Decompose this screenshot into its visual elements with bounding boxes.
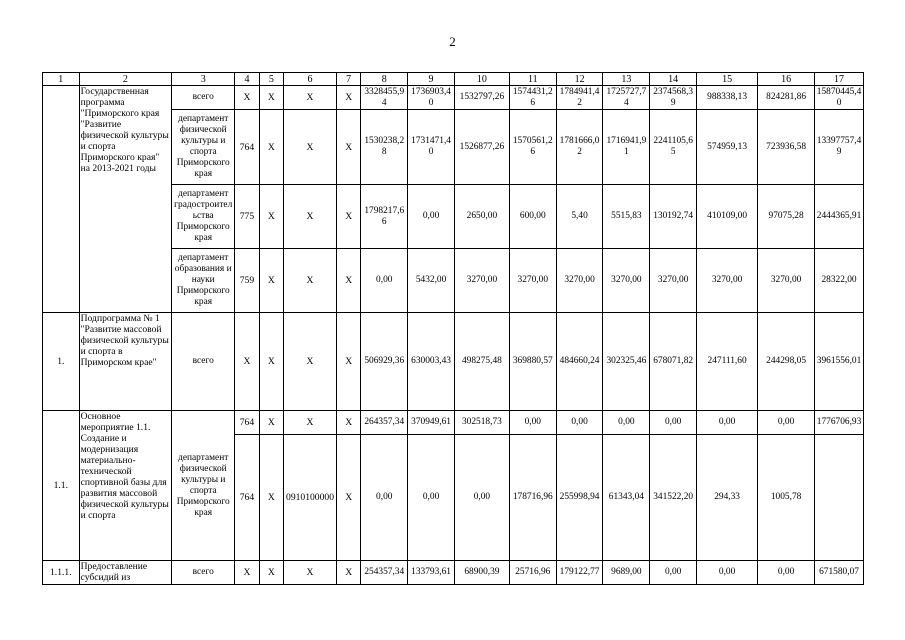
value-cell: 1716941,91 (603, 110, 650, 185)
value-cell: 341522,20 (650, 435, 697, 561)
value-cell: 0,00 (361, 435, 408, 561)
value-cell: 0,00 (650, 411, 697, 435)
code-cell: 775 (235, 185, 259, 249)
table-row (43, 561, 864, 585)
value-cell: 264357,34 (361, 411, 408, 435)
header-cell: 1 (43, 73, 80, 86)
code-cell: X (259, 110, 283, 185)
value-cell: 247111,60 (697, 313, 758, 411)
executor-cell: всего (172, 561, 235, 585)
value-cell: 988338,13 (697, 86, 758, 110)
code-cell: X (284, 185, 337, 249)
activity-name: Предоставление субсидий из (79, 561, 172, 585)
code-cell: X (259, 313, 283, 411)
value-cell: 3270,00 (556, 249, 603, 313)
value-cell: 302518,73 (454, 411, 509, 435)
executor-cell: департамент градостроительства Приморского края (172, 185, 235, 249)
value-cell: 1776706,93 (815, 411, 864, 435)
value-cell: 0,00 (556, 411, 603, 435)
executor-cell: департамент физической культуры и спорта Приморского края (172, 411, 235, 561)
code-cell: X (284, 313, 337, 411)
code-cell: X (235, 313, 259, 411)
value-cell: 130192,74 (650, 185, 697, 249)
header-cell: 4 (235, 73, 259, 86)
code-cell: X (284, 110, 337, 185)
header-cell: 17 (815, 73, 864, 86)
code-cell: X (336, 249, 360, 313)
executor-cell: департамент физической культуры и спорта Приморского края (172, 110, 235, 185)
value-cell: 179122,77 (556, 561, 603, 585)
value-cell: 2241105,65 (650, 110, 697, 185)
value-cell: 3328455,94 (361, 86, 408, 110)
value-cell: 0,00 (697, 561, 758, 585)
activity-name: Основное мероприятие 1.1. Создание и модернизация материально-технической спортивной базы для развития массовой физической культуры и спорта (79, 411, 172, 561)
value-cell: 0,00 (758, 561, 815, 585)
header-row (43, 73, 864, 86)
value-cell: 1731471,40 (408, 110, 455, 185)
code-cell: 759 (235, 249, 259, 313)
value-cell: 5515,83 (603, 185, 650, 249)
code-cell: X (284, 411, 337, 435)
value-cell: 1005,78 (758, 435, 815, 561)
value-cell: 1574431,26 (509, 86, 556, 110)
header-cell: 5 (259, 73, 283, 86)
code-cell: X (235, 561, 259, 585)
table-row (43, 86, 864, 110)
value-cell: 254357,34 (361, 561, 408, 585)
value-cell: 9689,00 (603, 561, 650, 585)
code-cell: X (336, 313, 360, 411)
value-cell: 0,00 (603, 411, 650, 435)
code-cell: 0910100000 (284, 435, 337, 561)
value-cell: 1530238,28 (361, 110, 408, 185)
code-cell: 764 (235, 411, 259, 435)
value-cell: 1736903,40 (408, 86, 455, 110)
value-cell: 97075,28 (758, 185, 815, 249)
code-cell: X (259, 185, 283, 249)
value-cell: 370949,61 (408, 411, 455, 435)
page-number: 2 (449, 34, 456, 49)
value-cell: 630003,43 (408, 313, 455, 411)
value-cell: 678071,82 (650, 313, 697, 411)
value-cell: 3270,00 (758, 249, 815, 313)
value-cell: 0,00 (454, 435, 509, 561)
row-number-cell: 1. (43, 313, 80, 411)
code-cell: X (259, 249, 283, 313)
subprogram-name: Подпрограмма № 1 "Развитие массовой физической культуры и спорта в Приморском крае" (79, 313, 172, 411)
value-cell: 13397757,49 (815, 110, 864, 185)
value-cell: 0,00 (509, 411, 556, 435)
code-cell: 764 (235, 110, 259, 185)
value-cell: 1570561,26 (509, 110, 556, 185)
value-cell: 506929,36 (361, 313, 408, 411)
value-cell: 133793,61 (408, 561, 455, 585)
value-cell: 68900,39 (454, 561, 509, 585)
header-cell: 2 (79, 73, 172, 86)
value-cell: 178716,96 (509, 435, 556, 561)
value-cell: 1526877,26 (454, 110, 509, 185)
table-row (43, 313, 864, 411)
value-cell: 3270,00 (603, 249, 650, 313)
value-cell: 2444365,91 (815, 185, 864, 249)
row-number-cell: 1.1.1. (43, 561, 80, 585)
header-cell: 8 (361, 73, 408, 86)
header-cell: 12 (556, 73, 603, 86)
value-cell: 3270,00 (509, 249, 556, 313)
value-cell: 28322,00 (815, 249, 864, 313)
value-cell: 1784941,42 (556, 86, 603, 110)
value-cell: 2374568,39 (650, 86, 697, 110)
header-cell: 10 (454, 73, 509, 86)
value-cell: 600,00 (509, 185, 556, 249)
value-cell: 824281,86 (758, 86, 815, 110)
header-cell: 11 (509, 73, 556, 86)
executor-cell: всего (172, 86, 235, 110)
value-cell: 302325,46 (603, 313, 650, 411)
value-cell: 1781666,02 (556, 110, 603, 185)
code-cell: X (336, 86, 360, 110)
code-cell: X (259, 86, 283, 110)
header-cell: 14 (650, 73, 697, 86)
value-cell: 0,00 (408, 185, 455, 249)
executor-cell: департамент образования и науки Приморского края (172, 249, 235, 313)
value-cell: 0,00 (361, 249, 408, 313)
code-cell: X (259, 411, 283, 435)
value-cell: 0,00 (408, 435, 455, 561)
code-cell: X (235, 86, 259, 110)
value-cell: 3270,00 (650, 249, 697, 313)
header-cell: 3 (172, 73, 235, 86)
value-cell: 294,33 (697, 435, 758, 561)
value-cell: 1725727,74 (603, 86, 650, 110)
code-cell: X (284, 561, 337, 585)
value-cell: 1798217,66 (361, 185, 408, 249)
budget-table (42, 72, 864, 585)
code-cell: X (259, 561, 283, 585)
value-cell (815, 435, 864, 561)
code-cell: X (336, 561, 360, 585)
row-number-cell: 1.1. (43, 411, 80, 561)
value-cell: 498275,48 (454, 313, 509, 411)
value-cell: 410109,00 (697, 185, 758, 249)
code-cell: X (336, 185, 360, 249)
value-cell: 15870445,40 (815, 86, 864, 110)
value-cell: 61343,04 (603, 435, 650, 561)
header-cell: 6 (284, 73, 337, 86)
value-cell: 0,00 (650, 561, 697, 585)
table-row (43, 411, 864, 435)
value-cell: 1532797,26 (454, 86, 509, 110)
value-cell: 2650,00 (454, 185, 509, 249)
value-cell: 25716,96 (509, 561, 556, 585)
value-cell: 574959,13 (697, 110, 758, 185)
value-cell: 0,00 (697, 411, 758, 435)
header-cell: 13 (603, 73, 650, 86)
value-cell: 0,00 (758, 411, 815, 435)
executor-cell: всего (172, 313, 235, 411)
code-cell: X (259, 435, 283, 561)
code-cell: X (336, 110, 360, 185)
value-cell: 3961556,01 (815, 313, 864, 411)
program-name: Государственная программа "Приморского края "Развитие физической культуры и спорта Приморского края" на 2013-2021 годы (79, 86, 172, 313)
code-cell: X (284, 249, 337, 313)
code-cell: X (336, 411, 360, 435)
header-cell: 15 (697, 73, 758, 86)
value-cell: 5432,00 (408, 249, 455, 313)
value-cell: 369880,57 (509, 313, 556, 411)
row-number-cell (43, 86, 80, 313)
value-cell: 3270,00 (697, 249, 758, 313)
value-cell: 484660,24 (556, 313, 603, 411)
value-cell: 671580,07 (815, 561, 864, 585)
code-cell: 764 (235, 435, 259, 561)
header-cell: 16 (758, 73, 815, 86)
value-cell: 5,40 (556, 185, 603, 249)
value-cell: 3270,00 (454, 249, 509, 313)
header-cell: 9 (408, 73, 455, 86)
code-cell: X (284, 86, 337, 110)
header-cell: 7 (336, 73, 360, 86)
value-cell: 244298,05 (758, 313, 815, 411)
value-cell: 723936,58 (758, 110, 815, 185)
value-cell: 255998,94 (556, 435, 603, 561)
code-cell: X (336, 435, 360, 561)
